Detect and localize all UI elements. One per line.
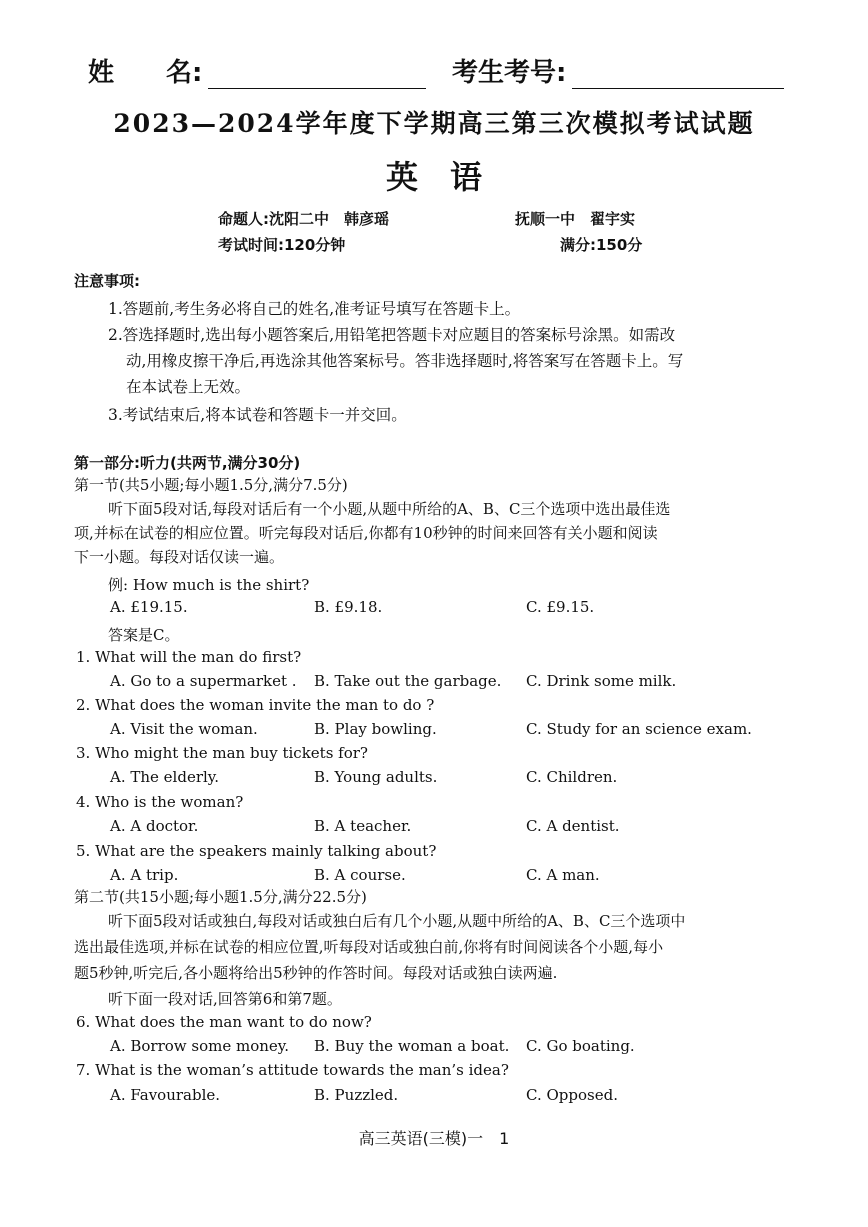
option-b: B. Buy the woman a boat.	[314, 1037, 510, 1055]
option-b: B. Take out the garbage.	[314, 672, 502, 690]
option-a: A. Go to a supermarket .	[110, 672, 297, 690]
option-c: C. A man.	[526, 866, 600, 884]
question: 7. What is the woman’s attitude towards the man’s idea?	[76, 1061, 509, 1079]
id-underline	[572, 62, 784, 89]
question: 1. What will the man do first?	[76, 648, 302, 666]
option-c: C. A dentist.	[526, 817, 620, 835]
option-c: C. Go boating.	[526, 1037, 635, 1055]
notice-item: 1.答题前,考生务必将自己的姓名,准考证号填写在答题卡上。	[108, 300, 521, 318]
name-underline	[208, 62, 426, 89]
option-a: A. The elderly.	[110, 768, 220, 786]
exam-title: 2023—2024学年度下学期高三第三次模拟考试试题	[113, 109, 755, 138]
part1-heading: 第一部分:听力(共两节,满分30分)	[74, 454, 301, 472]
example-option-c: C. £9.15.	[526, 598, 595, 616]
notice-item: 动,用橡皮擦干净后,再选涂其他答案标号。答非选择题时,将答案写在答题卡上。写	[126, 352, 684, 370]
exam-time: 考试时间:120分钟	[218, 236, 346, 254]
section2-instructions: 题5秒钟,听完后,各小题将给出5秒钟的作答时间。每段对话或独白读两遍.	[74, 964, 558, 982]
option-b: B. A teacher.	[314, 817, 412, 835]
notice-item: 在本试卷上无效。	[126, 378, 251, 396]
question: 4. Who is the woman?	[76, 793, 244, 811]
page-footer: 高三英语(三模)一 1	[358, 1129, 510, 1148]
example-answer: 答案是C。	[108, 626, 180, 644]
notice-item: 2.答选择题时,选出每小题答案后,用铅笔把答题卡对应题目的答案标号涂黑。如需改	[108, 326, 676, 344]
option-b: B. Play bowling.	[314, 720, 437, 738]
notice-heading: 注意事项:	[74, 272, 140, 290]
section1-instructions: 听下面5段对话,每段对话后有一个小题,从题中所给的A、B、C三个选项中选出最佳选	[108, 500, 671, 518]
example-option-b: B. £9.18.	[314, 598, 383, 616]
section2-instructions: 选出最佳选项,并标在试卷的相应位置,听每段对话或独白前,你将有时间阅读各个小题,每小	[74, 938, 664, 956]
section1-instructions: 下一小题。每段对话仅读一遍。	[74, 548, 285, 566]
section2-heading: 第二节(共15小题;每小题1.5分,满分22.5分)	[74, 888, 367, 906]
section2-instructions: 听下面5段对话或独白,每段对话或独白后有几个小题,从题中所给的A、B、C三个选项中	[108, 912, 686, 930]
example-option-a: A. £19.15.	[110, 598, 188, 616]
option-c: C. Drink some milk.	[526, 672, 677, 690]
option-a: A. A doctor.	[110, 817, 199, 835]
question: 2. What does the woman invite the man to do ?	[76, 696, 435, 714]
option-b: B. Young adults.	[314, 768, 438, 786]
subject-title: 英 语	[385, 158, 482, 196]
section1-heading: 第一节(共5小题;每小题1.5分,满分7.5分)	[74, 476, 348, 494]
id-field	[452, 52, 784, 89]
question: 3. Who might the man buy tickets for?	[76, 744, 368, 762]
name-field	[88, 52, 426, 89]
authors: 命题人:沈阳二中 韩彦瑶	[218, 210, 389, 228]
option-a: A. A trip.	[110, 866, 179, 884]
question: 5. What are the speakers mainly talking about?	[76, 842, 437, 860]
option-b: B. Puzzled.	[314, 1086, 399, 1104]
option-c: C. Children.	[526, 768, 618, 786]
option-b: B. A course.	[314, 866, 406, 884]
full-score: 满分:150分	[560, 236, 643, 254]
option-c: C. Study for an science exam.	[526, 720, 752, 738]
notice-item: 3.考试结束后,将本试卷和答题卡一并交回。	[108, 406, 407, 424]
section2-lead: 听下面一段对话,回答第6和第7题。	[108, 990, 342, 1008]
option-a: A. Borrow some money.	[110, 1037, 290, 1055]
option-a: A. Favourable.	[110, 1086, 221, 1104]
name-label: 姓 名:	[88, 58, 203, 88]
section1-instructions: 项,并标在试卷的相应位置。听完每段对话后,你都有10秒钟的时间来回答有关小题和阅读	[74, 524, 658, 542]
option-a: A. Visit the woman.	[110, 720, 258, 738]
authors-2: 抚顺一中 翟宇实	[515, 210, 636, 228]
id-label: 考生考号:	[452, 58, 567, 88]
option-c: C. Opposed.	[526, 1086, 618, 1104]
example-question: 例: How much is the shirt?	[108, 576, 310, 594]
question: 6. What does the man want to do now?	[76, 1013, 372, 1031]
